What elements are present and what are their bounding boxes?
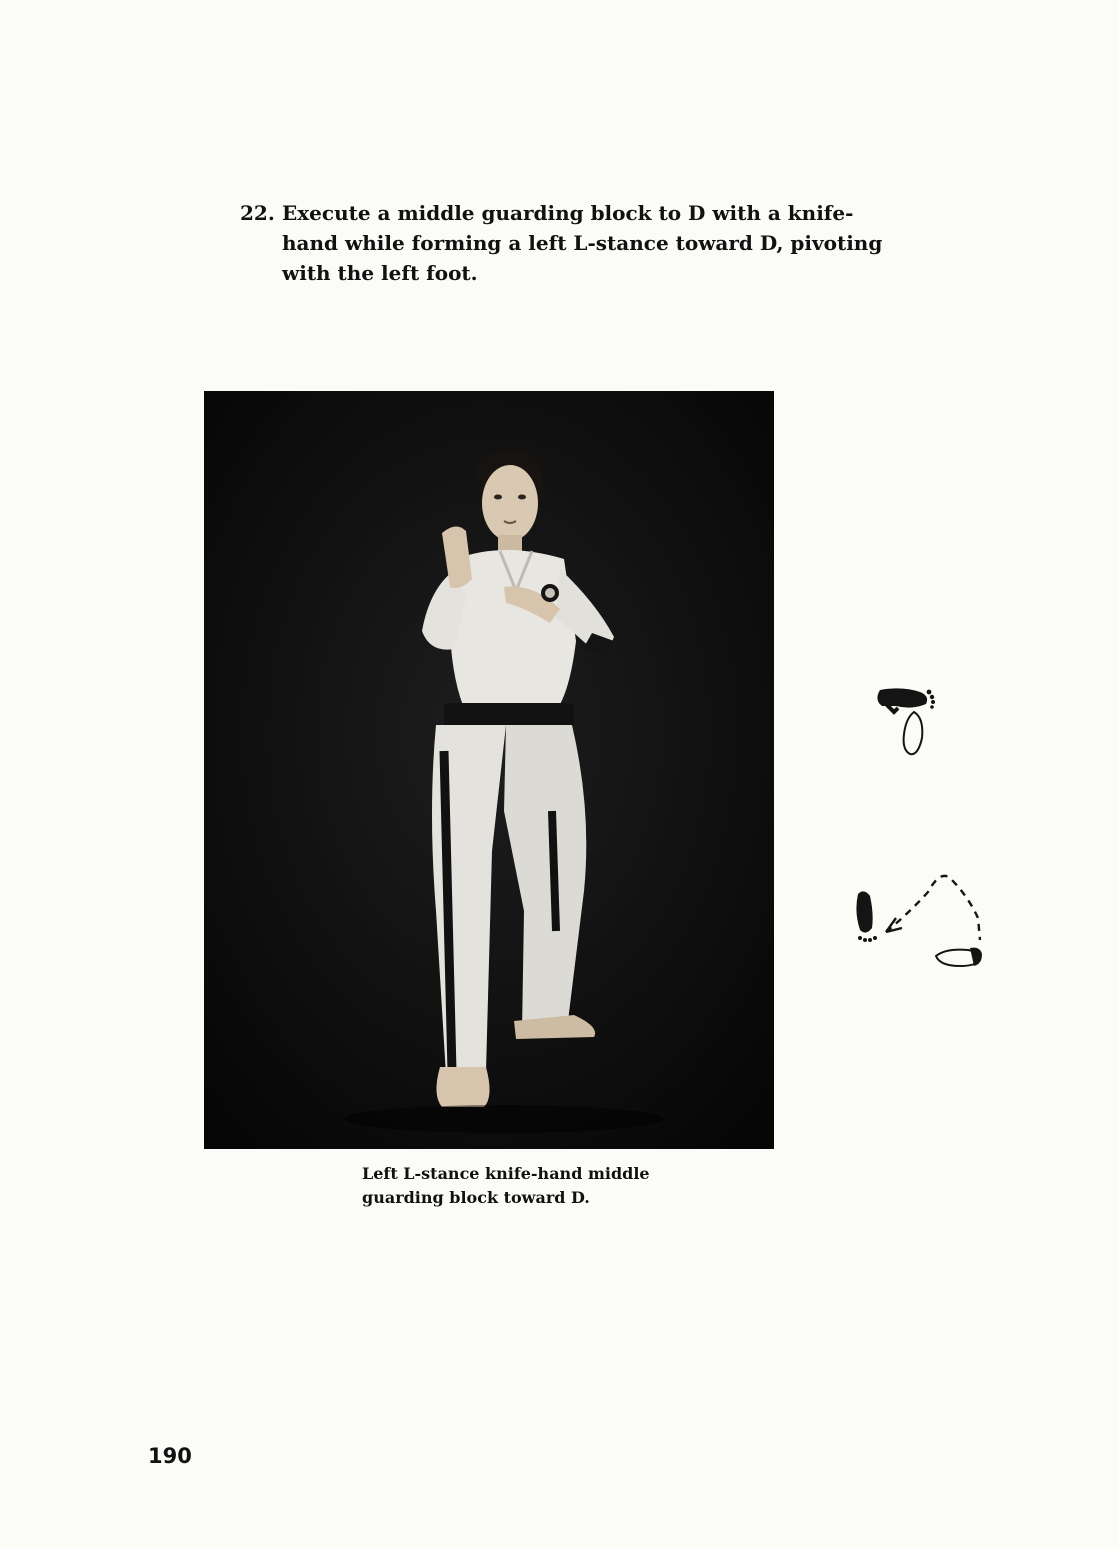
step-text-line: Execute a middle guarding block to D with a knife- bbox=[282, 201, 854, 225]
page-number: 190 bbox=[148, 1444, 192, 1468]
figure-illustration bbox=[204, 391, 774, 1149]
caption-line: guarding block toward D. bbox=[362, 1188, 590, 1207]
step-text bbox=[282, 198, 900, 288]
step-text-line: hand while forming a left L-stance toward D, pivoting bbox=[282, 231, 883, 255]
caption-line: Left L-stance knife-hand middle bbox=[362, 1164, 650, 1183]
dashed-arrow-icon bbox=[850, 856, 990, 974]
foot-print-icon bbox=[872, 684, 942, 764]
step-number: 22. bbox=[240, 201, 275, 225]
martial-arts-photo bbox=[204, 391, 774, 1149]
step-text-line: with the left foot. bbox=[282, 261, 478, 285]
photo-caption bbox=[362, 1162, 722, 1210]
instruction-step bbox=[240, 198, 900, 288]
